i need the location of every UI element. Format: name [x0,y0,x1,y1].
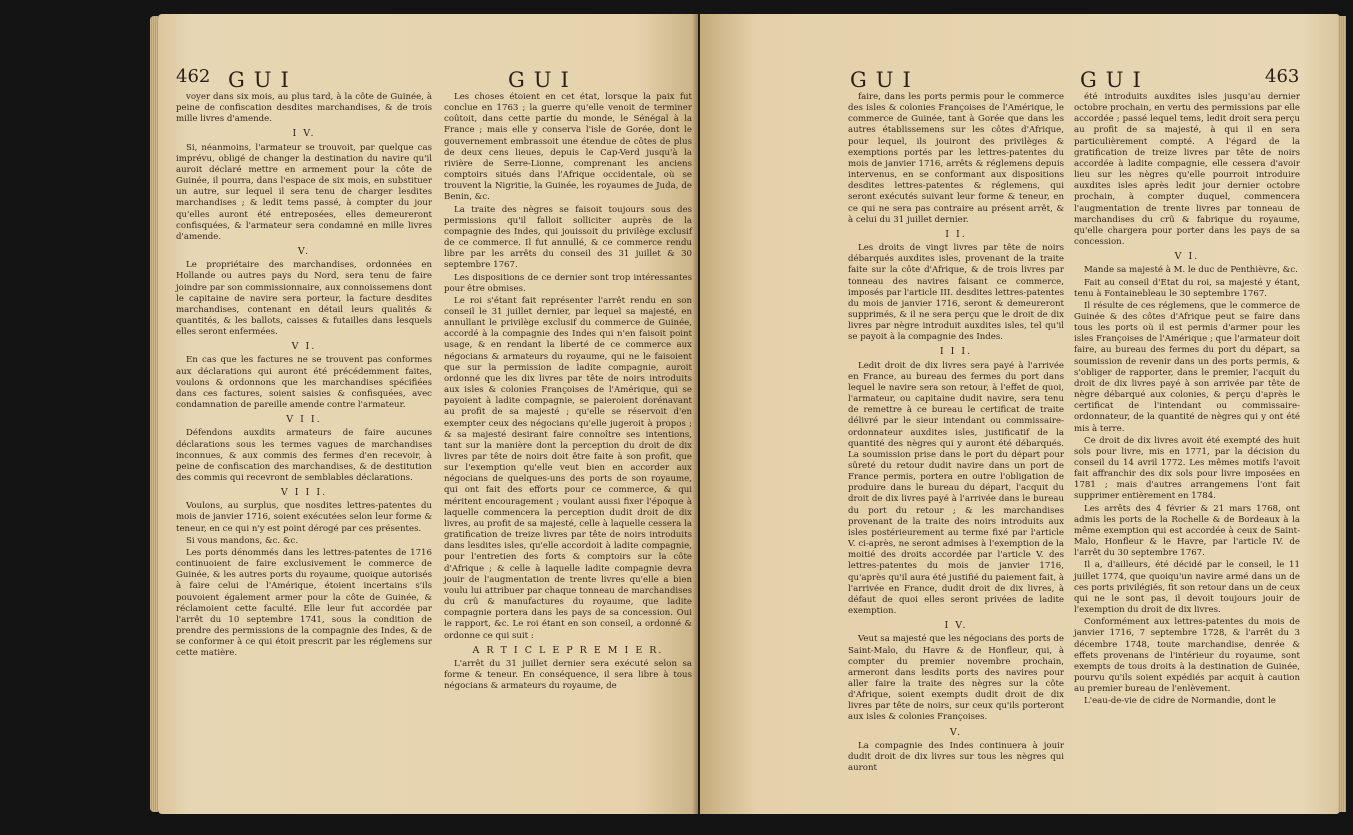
paragraph: L'arrêt du 31 juillet dernier sera exécuté selon sa forme & teneur. En conséquence, il sera libre à tous négocians & armateurs du royaume, de [444,658,692,692]
paragraph: En cas que les factures ne se trouvent pas conformes aux déclarations qui auront été précédemment faites, voulons & ordonnons que les marchandises spécifiées dans ces factures, soient saisies & confisquées, avec condamnation de pareille amende contre l'armateur. [176,355,432,411]
paragraph: Veut sa majesté que les négocians des ports de Saint-Malo, du Havre & de Honfleur, qui, à compter du premier novembre prochain, armeront dans lesdits ports des navires pour aller faire la traite des nègres sur la côte d'Afrique, soient exempts dudit droit de dix livres par tête de noirs, sur ceux qu'ils porteront aux isles & colonies Françoises. [848,634,1064,723]
paragraph: La traite des nègres se faisoit toujours sous des permissions qu'il falloit solliciter auprès de la compagnie des Indes, qui jouissoit du privilège exclusif de ce commerce. Il fut annullé, & ce commerce rendu libre par les arrêts du conseil des 31 juillet & 30 septembre 1767. [444,204,692,271]
right-page-column-2 [1074,92,1300,708]
right-page [700,14,1340,814]
paragraph: faire, dans les ports permis pour le commerce des isles & colonies Françoises de l'Amérique, le commerce de Guinée, tant à Gorée que dans les autres établissemens sur les côtes d'Afrique, pour lequel, ils jouiront des privilèges & exemptions portés par les lettres-patentes du mois de janvier 1716, arrêts & réglemens depuis intervenus, en se conformant aux dispositions desdites lettres-patentes & réglemens, qui seront exécutés suivant leur forme & teneur, en ce qui ne sera pas contraire au présent arrêt, & à celui du 31 juillet dernier. [848,92,1064,225]
paragraph: été introduits auxdites isles jusqu'au dernier octobre prochain, en vertu des permissions par elle accordée ; passé lequel tems, ledit droit sera perçu au profit de sa majesté, à qui il en sera particulièrement compté. A l'égard de la gratification de treize livres par tête de noirs accordée à ladite compagnie, elle cessera d'avoir lieu sur les nègres qu'elle pourroit introduire auxdites isles après ledit jour dernier octobre prochain, à compter duquel, commencera l'augmentation de trente livres par tonneau de marchandises du crû & fabrique du royaume, qu'elle chargera pour porter dans les pays de sa concession. [1074,92,1300,248]
right-page-edges [1338,16,1346,812]
running-head-left-col2: GUI [508,68,578,92]
left-page-column-2 [444,92,692,693]
left-page-edges [150,16,158,812]
article-heading: I V. [292,128,316,140]
right-page-column-1 [848,92,1064,775]
paragraph: La compagnie des Indes continuera à jouir dudit droit de dix livres sur tous les nègres qui auront [848,740,1064,774]
paragraph: Le propriétaire des marchandises, ordonnées en Hollande ou autres pays du Nord, sera tenu de faire joindre par son commissionnaire, aux connoissemens dont le capitaine de navire sera porteur, la facture desdites marchandises, contenant en détail leurs qualités & quantités, & les ballots, caisses & futailles dans lesquels elles seront enfermées. [176,260,432,338]
article-heading: V. [297,246,311,258]
left-page [158,14,698,814]
paragraph: Les arrêts des 4 février & 21 mars 1768, ont admis les ports de la Rochelle & de Bordeaux à la même exemption qui est accordée à ceux de Saint-Malo, Honfleur & le Havre, par l'article IV. de l'arrêt du 30 septembre 1767. [1074,503,1300,559]
paragraph: Les dispositions de ce dernier sont trop intéressantes pour être obmises. [444,272,692,294]
paragraph: Ce droit de dix livres avoit été exempté des huit sols pour livre, mis en 1771, par la décision du conseil du 14 avril 1772. Les mêmes motifs l'avoit fait affranchir des dix sols pour livre imposées en 1781 ; mais d'autres arrangemens l'ont fait supprimer entièrement en 1784. [1074,435,1300,502]
paragraph: Conformément aux lettres-patentes du mois de janvier 1716, 7 septembre 1728, & l'arrêt du 3 décembre 1748, toute marchandise, denrée & effets provenans de l'intérieur du royaume, sont exempts de tous droits à la destination de Guinée, pourvu qu'ils soient expédiés par acquit à caution au premier bureau de l'enlèvement. [1074,617,1300,695]
paragraph: Voulons, au surplus, que nosdites lettres-patentes du mois de janvier 1716, soient exécutées selon leur forme & teneur, en ce qui n'y est point dérogé par ces présentes. [176,501,432,534]
paragraph: Si, néanmoins, l'armateur se trouvoit, par quelque cas imprévu, obligé de changer la destination du navire qu'il auroit déclaré mettre en armement pour la côte de Guinée, il pourra, dans l'espace de six mois, en substituer un autre, sur lequel il sera tenu de charger lesdites marchandises ; & ledit tems passé, à compter du jour qu'elles auront été entreposées, elles demeureront confisquées, & l'armateur sera condamné en mille livres d'amende. [176,142,432,242]
article-heading: V I. [1174,251,1200,263]
paragraph: Le roi s'étant fait représenter l'arrêt rendu en son conseil le 31 juillet dernier, par lequel sa majesté, en annullant le privilège exclusif du commerce de Guinée, accordé à la compagnie des Indes qui n'en faisoit point usage, & en rendant la liberté de ce commerce aux négocians & armateurs du royaume, qui ne le faisoient que sur la permission de ladite compagnie, auroit ordonné que les dix livres par tête de noirs introduits aux isles & colonies Françoises de l'Amérique, qui se payoient à ladite compagnie, se paieroient dorénavant au profit de sa majesté ; qu'elle se réservoit d'en exempter ceux des négocians qu'elle jugeroit à propos ; & sa majesté desirant faire connoître ses intentions, tant sur la manière dont la perception du droit de dix livres par tête de noirs doit être faite à son profit, que sur l'exemption qu'elle veut bien en accorder aux négocians de quelques-uns des ports de son royaume, qui ont fait des efforts pour ce commerce, & qui méritent encouragement ; voulant aussi fixer l'époque à laquelle commencera la perception dudit droit de dix livres, au profit de sa majesté, celle à laquelle cessera la gratification de treize livres par tête de noirs introduits dans lesdites isles, qu'elle accordoit à ladite compagnie, pour l'entretien des forts & comptoirs sur la côte d'Afrique ; & celle à laquelle ladite compagnie devra jouir de l'augmentation de trente livres qu'elle a bien voulu lui attribuer par chaque tonneau de marchandises du crû & manufactures du royaume, que ladite compagnie portera dans les pays de sa concession. Oui le rapport, &c. Le roi étant en son conseil, a ordonné & ordonne ce qui suit : [444,295,692,641]
paragraph: Les choses étoient en cet état, lorsque la paix fut conclue en 1763 ; la guerre qu'elle venoit de terminer coûtoit, dans cette partie du monde, le Sénégal à la France ; mais elle y conserva l'isle de Gorée, dont le gouvernement embrassoit une étendue de côtes de plus de deux cens lieues, depuis le Cap-Verd jusqu'à la rivière de Serre-Lionne, comprenant les anciens comptoirs situés dans l'Afrique occidentale, où se trouvent la Nigritie, la Guinée, les royaumes de Juda, de Benin, &c. [444,92,692,203]
article-heading: V I I. [286,414,322,426]
article-heading: A R T I C L E P R E M I E R. [472,644,664,656]
paragraph: L'eau-de-vie de cidre de Normandie, dont le [1084,696,1276,707]
running-head-right-col2: GUI [1080,68,1150,92]
page-number-left: 462 [176,66,211,87]
article-heading: I V. [944,620,968,632]
paragraph: Défendons auxdits armateurs de faire aucunes déclarations sous les termes vagues de marchandises inconnues, & aux commis des fermes d'en recevoir, à peine de confiscation des marchandises, & de destitution des commis qui recevront de semblables déclarations. [176,428,432,483]
open-book [8,14,1346,826]
left-page-column-1 [176,92,432,661]
article-heading: V I I I. [280,487,328,499]
paragraph: Il résulte de ces réglemens, que le commerce de Guinée & des côtes d'Afrique peut se faire dans tous les ports où il est permis d'armer pour les isles Françoises de l'Amérique ; que l'armateur doit faire, au bureau des fermes du port du départ, sa soumission de revenir dans un des ports permis, & s'obliger de rapporter, dans le premier, l'acquit du droit de dix livres payé à son arrivée par tête de nègre débarqué aux colonies, & perçu d'après le certificat de l'intendant ou commissaire-ordonnateur, de la quantité de nègres qui y ont été mis à terre. [1074,300,1300,434]
paragraph: Les ports dénommés dans les lettres-patentes de 1716 continuoient de faire exclusivement le commerce de Guinée, & les autres ports du royaume, quoique autorisés à faire celui de l'Amérique, étoient incertains s'ils pouvoient également armer pour la côte de Guinée, & réclamoient cette faculté. Elle leur fut accordée par l'arrêt du 10 septembre 1741, sous la condition de prendre des permissions de la compagnie des Indes, & de se conformer à ce qui étoit prescrit par les réglemens sur cette matière. [176,547,432,659]
article-heading: I I I. [939,346,973,358]
paragraph: Il a, d'ailleurs, été décidé par le conseil, le 11 juillet 1774, que quoiqu'un navire armé dans un de ces ports privilégiés, fit son retour dans un de ceux qui ne le sont pas, il devoit toujours jouir de l'exemption du droit de dix livres. [1074,560,1300,616]
page-number-right: 463 [1265,66,1300,87]
paragraph: Les droits de vingt livres par tête de noirs débarqués auxdites isles, provenant de la traite faite sur la côte d'Afrique, & de trois livres par tonneau des navires faisant ce commerce, imposés par l'article III. desdites lettres-patentes du mois de janvier 1716, seront & demeureront supprimés, & il ne sera perçu que le droit de dix livres par nègre introduit auxdites isles, tel qu'il se payoit à la compagnie des Indes. [848,243,1064,343]
article-heading: I I. [945,228,967,240]
paragraph: Si vous mandons, &c. &c. [186,535,299,546]
running-head-left-col1: GUI [228,68,298,92]
paragraph: Ledit droit de dix livres sera payé à l'arrivée en France, au bureau des fermes du port dans lequel le navire sera son retour, à l'effet de quoi, l'armateur, ou capitaine dudit navire, sera tenu de remettre à ce bureau le certificat de traite délivré par le sieur intendant ou commissaire-ordonnateur auxdites isles, justificatif de la quantité des nègres qui y auront été débarqués. La soumission prise dans le port du départ pour sûreté du retour dudit navire dans un port de France permis, portera en outre l'obligation de produire dans le bureau du départ, l'acquit du droit de dix livres payé à l'arrivée dans le bureau du port du retour ; & les marchandises provenant de la traite des noirs introduits aux isles postérieurement au terme fixé par l'article V. ci-après, ne seront admises à l'exemption de la moitié des droits accordée par l'article V. des lettres-patentes du mois de janvier 1716, qu'après qu'il aura été justifié du paiement fait, à l'arrivée en France, dudit droit de dix livres, à défaut de quoi elles seront privées de ladite exemption. [848,360,1064,617]
paragraph: Mande sa majesté à M. le duc de Penthièvre, &c. [1084,265,1298,276]
running-head-right-col1: GUI [850,68,920,92]
paragraph: Fait au conseil d'Etat du roi, sa majesté y étant, tenu à Fontainebleau le 30 septembre 1767. [1074,277,1300,299]
paragraph: voyer dans six mois, au plus tard, à la côte de Guinée, à peine de confiscation desdites marchandises, & de trois mille livres d'amende. [176,92,432,125]
article-heading: V I. [291,341,317,353]
article-heading: V. [949,726,963,738]
